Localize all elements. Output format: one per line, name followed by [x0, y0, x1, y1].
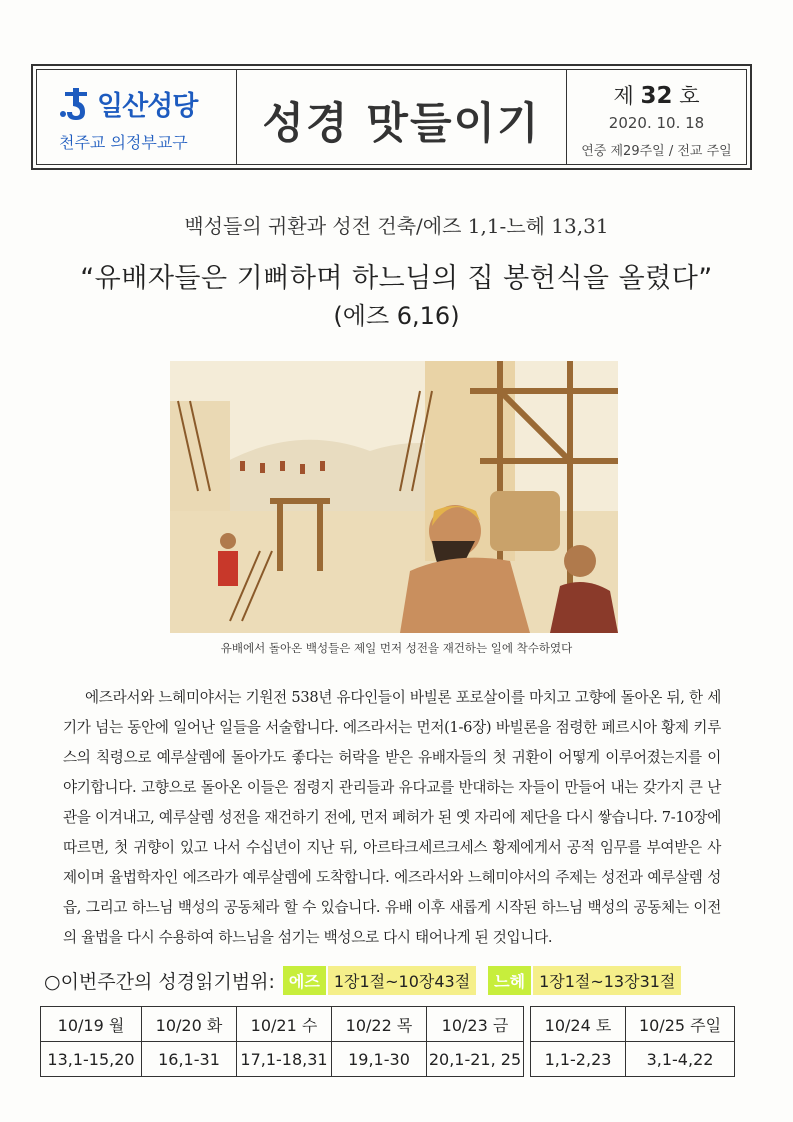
- chapter-range-nehemiah: 1장1절~13장31절: [533, 966, 681, 995]
- reading-cell: 20,1-21, 25: [427, 1042, 524, 1077]
- weekday-schedule-table: [40, 1006, 524, 1077]
- parish-logo-block: [36, 69, 237, 165]
- issue-suffix: 호: [679, 84, 700, 108]
- weekend-schedule-table: [530, 1006, 735, 1077]
- book-tag-ezra: 에즈: [283, 966, 326, 995]
- reading-cell: 19,1-30: [332, 1042, 427, 1077]
- newsletter-header: [31, 64, 752, 170]
- reading-cell: 1,1-2,23: [531, 1042, 626, 1077]
- title-block: [237, 69, 567, 165]
- liturgical-week: 연중 제29주일 / 전교 주일: [581, 144, 732, 159]
- section-subtitle: 백성들의 귀환과 성전 건축/에즈 1,1-느헤 13,31: [184, 214, 609, 238]
- newsletter-title: 성경 맛들이기: [262, 99, 541, 149]
- schedule-reading-row: [41, 1042, 524, 1077]
- schedule-day-row: [531, 1007, 735, 1042]
- day-cell: 10/24 토: [531, 1007, 626, 1042]
- day-cell: 10/25 주일: [626, 1007, 735, 1042]
- book-tag-nehemiah: 느헤: [488, 966, 531, 995]
- chapter-range-ezra: 1장1절~10장43절: [328, 966, 476, 995]
- illustration-caption: 유배에서 돌아온 백성들은 제일 먼저 성전을 재건하는 일에 착수하였다: [220, 641, 573, 655]
- article-body: 에즈라서와 느헤미야서는 기원전 538년 유다인들이 바빌론 포로살이를 마치고 고향에 돌아온 뒤, 한 세기가 넘는 동안에 일어난 일들을 서술합니다. 에즈라서는 먼저(1-6장) 바빌론을 점령한 페르시아 황제 키루스의 칙령으로 예루살렘에 돌아가도 좋다는 허락을 받은 유배자들의 첫 귀환이 어떻게 이루어졌는지를 이야기합니다. 고향으로 돌아온 이들은 점령지 관리들과 유다교를 반대하는 자들이 만들어 내는 갖가지 큰 난관을 이겨내고, 예루살렘 성전을 재건하기 전에, 먼저 폐허가 된 옛 자리에 제단을 다시 쌓습니다. 7-10장에 따르면, 첫 귀향이 있고 나서 수십년이 지난 뒤, 아르타크세르크세스 황제에게서 공적 임무를 부여받은 사제이며 율법학자인 에즈라가 예루살렘에 도착합니다. 에즈라서와 느헤미야서의 주제는 성전과 예루살렘 성읍, 그리고 하느님 백성의 공동체라 할 수 있습니다. 유배 이후 새롭게 시작된 하느님 백성의 공동체는 이전의 율법을 다시 수용하여 하느님을 섬기는 백성으로 다시 태어나게 된 것입니다.: [63, 689, 721, 946]
- diocese-name: 천주교 의정부교구: [59, 133, 188, 152]
- day-cell: 10/22 목: [332, 1007, 427, 1042]
- day-cell: 10/21 수: [237, 1007, 332, 1042]
- key-quote: “유배자들은 기뻐하며 하느님의 집 봉헌식을 올렸다”: [80, 263, 713, 294]
- weekly-reading-range: [44, 965, 693, 995]
- reading-cell: 17,1-18,31: [237, 1042, 332, 1077]
- issue-block: [567, 69, 747, 165]
- parish-logo-icon: [59, 84, 93, 124]
- reading-range-label: ○이번주간의 성경읽기범위:: [44, 970, 275, 993]
- parish-name: 일산성당: [97, 91, 198, 122]
- schedule-day-row: [41, 1007, 524, 1042]
- issue-number-line: [567, 80, 746, 110]
- issue-prefix: 제: [613, 84, 634, 108]
- temple-rebuilding-illustration: [170, 361, 618, 633]
- quote-reference: (에즈 6,16): [333, 302, 460, 330]
- schedule-reading-row: [531, 1042, 735, 1077]
- reading-cell: 16,1-31: [142, 1042, 237, 1077]
- daily-reading-schedule: [40, 1006, 735, 1077]
- issue-date: 2020. 10. 18: [608, 114, 705, 132]
- day-cell: 10/20 화: [142, 1007, 237, 1042]
- reading-cell: 13,1-15,20: [41, 1042, 142, 1077]
- issue-number: 32: [640, 83, 673, 109]
- day-cell: 10/23 금: [427, 1007, 524, 1042]
- reading-cell: 3,1-4,22: [626, 1042, 735, 1077]
- day-cell: 10/19 월: [41, 1007, 142, 1042]
